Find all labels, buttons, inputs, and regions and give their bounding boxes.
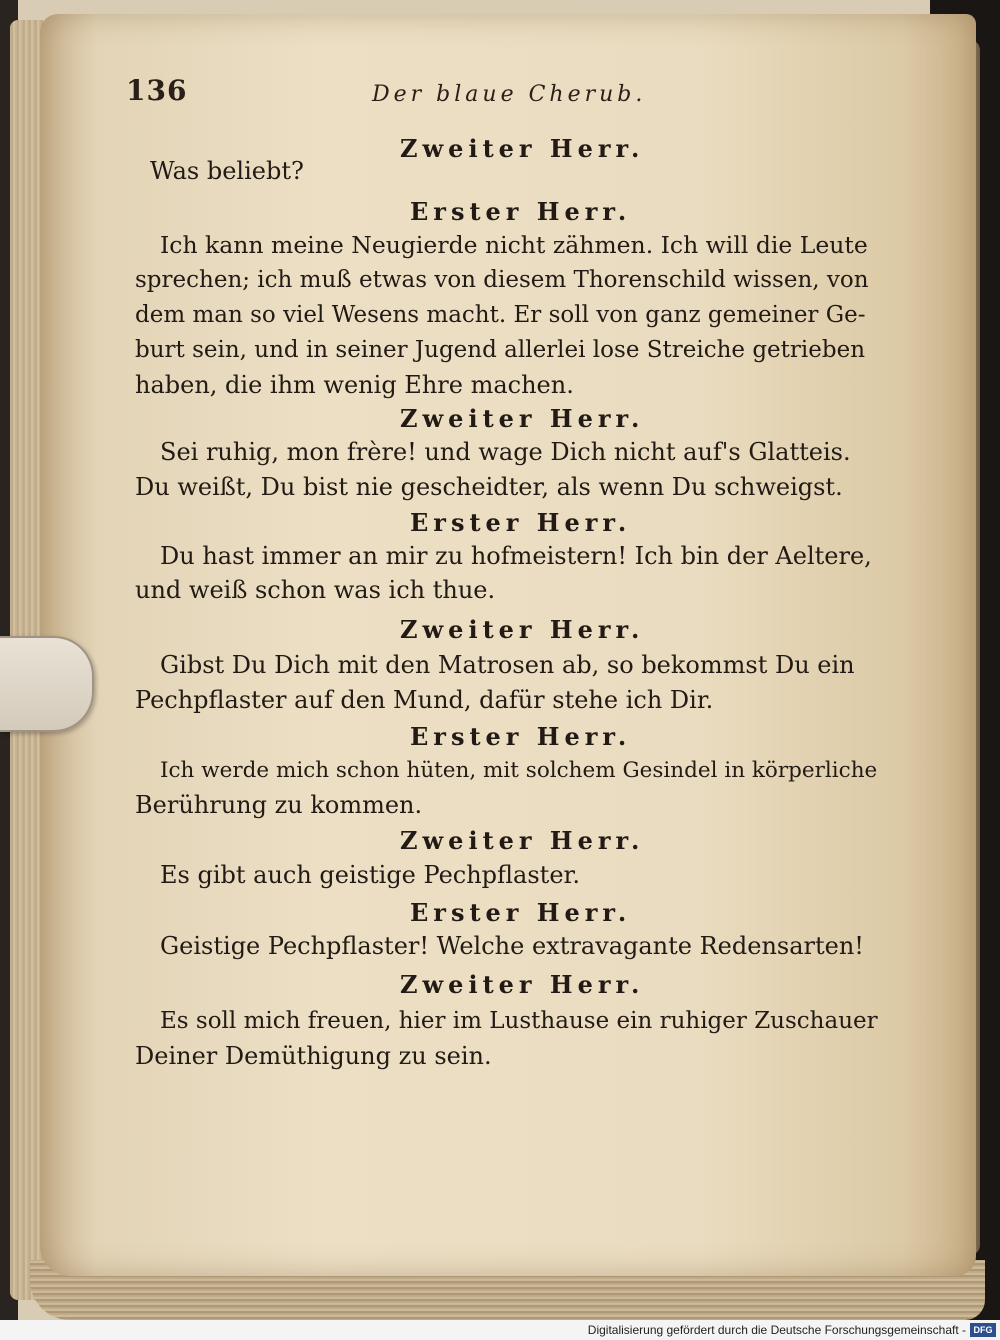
footer-credit: Digitalisierung gefördert durch die Deutsche Forschungsgemeinschaft -	[587, 1323, 966, 1337]
dialogue-line: Was beliebt?	[150, 157, 304, 185]
speaker-heading: Zweiter Herr.	[400, 134, 645, 163]
dialogue-line: Es soll mich freuen, hier im Lusthause ein ruhiger Zuschauer	[160, 1008, 878, 1034]
speaker-heading: Erster Herr.	[410, 722, 632, 751]
dialogue-line: Geistige Pechpflaster! Welche extravagante Redensarten!	[160, 932, 864, 960]
dialogue-line: burt sein, und in seiner Jugend allerlei lose Streiche getrieben	[135, 337, 866, 363]
dialogue-line: Pechpflaster auf den Mund, dafür stehe ich Dir.	[135, 686, 714, 714]
dialogue-line: sprechen; ich muß etwas von diesem Thorenschild wissen, von	[135, 267, 869, 293]
speaker-heading: Zweiter Herr.	[400, 970, 645, 999]
dfg-logo: DFG	[970, 1323, 996, 1337]
dialogue-line: Ich kann meine Neugierde nicht zähmen. Ich will die Leute	[160, 231, 868, 259]
dialogue-line: Deiner Demüthigung zu sein.	[135, 1042, 492, 1070]
speaker-heading: Zweiter Herr.	[400, 404, 645, 433]
dialogue-line: dem man so viel Wesens macht. Er soll von ganz gemeiner Ge-	[135, 302, 866, 328]
dialogue-line: Berührung zu kommen.	[135, 791, 423, 819]
speaker-heading: Zweiter Herr.	[400, 826, 645, 855]
speaker-heading: Erster Herr.	[410, 508, 632, 537]
dialogue-line: Ich werde mich schon hüten, mit solchem Gesindel in körperliche	[160, 758, 878, 783]
dialogue-line: und weiß schon was ich thue.	[135, 576, 496, 604]
dialogue-line: Du weißt, Du bist nie gescheidter, als wenn Du schweigst.	[135, 473, 843, 501]
running-title: Der blaue Cherub.	[372, 82, 647, 107]
speaker-heading: Erster Herr.	[410, 898, 632, 927]
speaker-heading: Zweiter Herr.	[400, 615, 645, 644]
dialogue-line: Gibst Du Dich mit den Matrosen ab, so bekommst Du ein	[160, 651, 855, 679]
page-number: 136	[126, 74, 188, 107]
dialogue-line: Du hast immer an mir zu hofmeistern! Ich bin der Aeltere,	[160, 542, 872, 570]
dialogue-line: Sei ruhig, mon frère! und wage Dich nicht auf's Glatteis.	[160, 438, 851, 466]
digitization-footer	[0, 1320, 1000, 1340]
dialogue-line: haben, die ihm wenig Ehre machen.	[135, 371, 574, 399]
dialogue-line: Es gibt auch geistige Pechpflaster.	[160, 861, 580, 889]
speaker-heading: Erster Herr.	[410, 197, 632, 226]
